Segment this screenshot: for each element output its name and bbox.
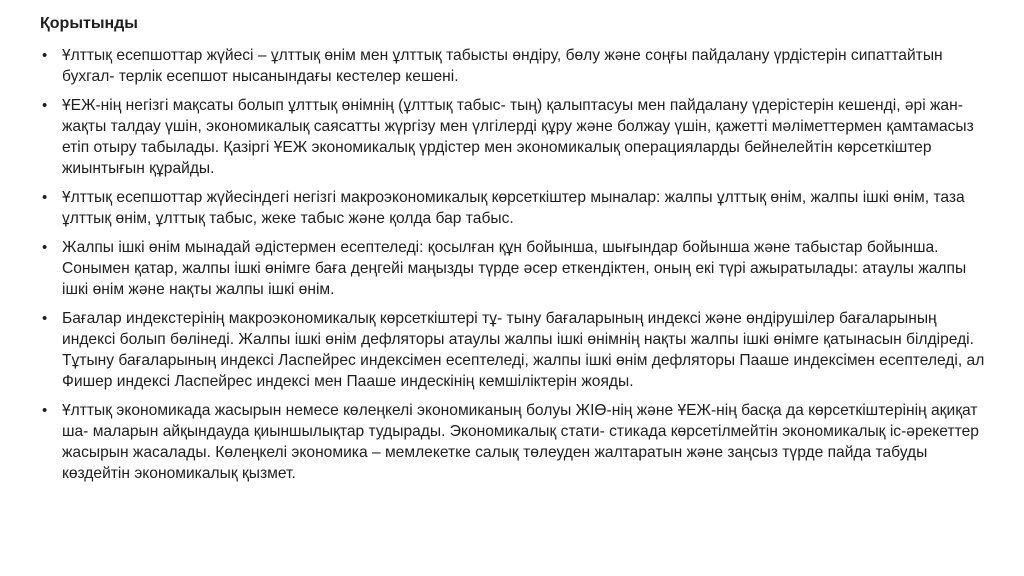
slide-heading: Қорытынды — [40, 15, 138, 32]
bullet-item — [40, 45, 990, 87]
bullet-dot-icon: • — [42, 189, 48, 206]
bullet-dot-icon: • — [42, 402, 48, 419]
bullet-item — [40, 95, 990, 179]
bullet-dot-icon: • — [42, 239, 48, 256]
bullet-text: Ұлттық экономикада жасырын немесе көлеңкелі экономиканың болуы ЖІӨ-нің және ҰЕЖ-нің басқа да көрсеткіштерінің ақиқат ша- маларын айқындауда қиыншылықтар тудырады. Экономикалық стати- стикада көрсетілмейтін экономикалық іс-әрекеттер жасырын жасалады. Көлеңкелі экономика – мемлекетке салық төлеуден жалтаратын және заңсыз түрде пайда табуды көздейтін экономикалық қызмет. — [62, 402, 979, 482]
bullet-item — [40, 308, 990, 392]
bullet-list — [40, 45, 990, 484]
bullet-dot-icon: • — [42, 97, 48, 114]
bullet-text: Жалпы ішкі өнім мынадай әдістермен есептеледі: қосылған құн бойынша, шығындар бойынша және табыстар бойынша. Сонымен қатар, жалпы ішкі өнімге баға деңгейі маңызды түрде әсер еткендіктен, оның екі түрі ажыратылады: атаулы жалпы ішкі өнім және нақты жалпы ішкі өнім. — [62, 239, 967, 298]
bullet-text: Бағалар индекстерінің макроэкономикалық көрсеткіштері тұ- тыну бағаларының индексі және өндірушілер бағаларының индексі болып бөлінеді. Жалпы ішкі өнім дефляторы атаулы жалпы ішкі өнімнің нақты жалпы ішкі өнімге қатынасын білдіреді. Тұтыну бағаларының индексі Ласпейрес индексімен есептеледі, жалпы ішкі өнім дефляторы Пааше индексімен есептеледі, ал Фишер индексі Ласпейрес индексі мен Пааше индескінің кемшіліктерін жояды. — [62, 310, 985, 390]
bullet-text: ҰЕЖ-нің негізгі мақсаты болып ұлттық өнімнің (ұлттық табыс- тың) қалыптасуы мен пайдалану үдерістерін кешенді, әрі жан-жақты талдау үшін, экономикалық саясатты жүргізу мен үлгілерді құру және болжау үшін, қажетті мәліметтермен қамтамасыз етіп отыру табылады. Қазіргі ҰЕЖ экономикалық үрдістер мен экономикалық операцияларды бейнелейтін көрсеткіштер жиынтығын құрайды. — [62, 97, 974, 177]
bullet-item — [40, 237, 990, 300]
bullet-dot-icon: • — [42, 47, 48, 64]
bullet-dot-icon: • — [42, 310, 48, 327]
bullet-text: Ұлттық есепшоттар жүйесіндегі негізгі макроэкономикалық көрсеткіштер мыналар: жалпы ұлттық өнім, жалпы ішкі өнім, таза ұлттық өнім, ұлттық табыс, жеке табыс және қолда бар табыс. — [62, 189, 965, 227]
bullet-text: Ұлттық есепшоттар жүйесі – ұлттық өнім мен ұлттық табысты өндіру, бөлу және соңғы пайдалану үрдістерін сипаттайтын бухгал- терлік есепшот нысанындағы кестелер кешені. — [62, 47, 943, 85]
bullet-item — [40, 400, 990, 484]
bullet-item — [40, 187, 990, 229]
